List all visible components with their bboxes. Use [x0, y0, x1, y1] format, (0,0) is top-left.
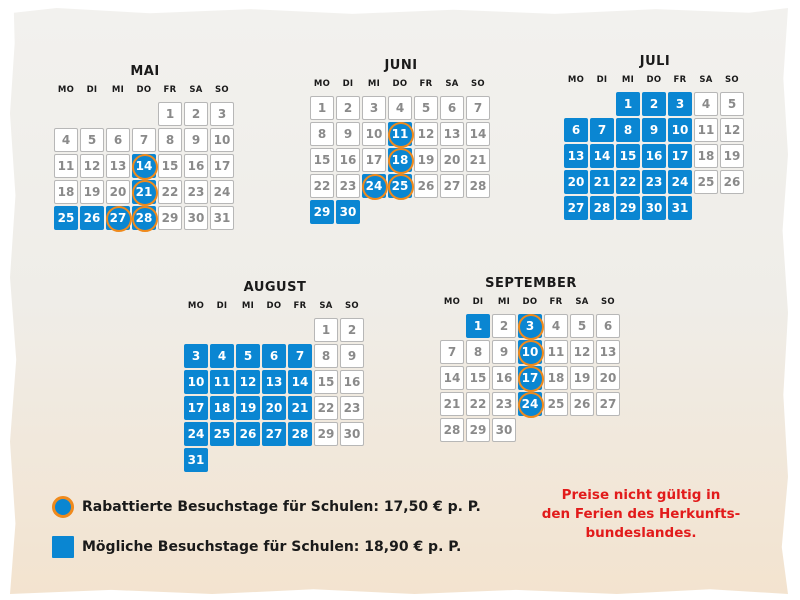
- day-cell: 30: [340, 422, 364, 446]
- day-cell-possible: 21: [288, 396, 312, 420]
- weekday-label: DI: [342, 79, 354, 89]
- day-cell: 20: [440, 148, 464, 172]
- weekday-label: SA: [189, 85, 203, 95]
- day-cell: 18: [54, 180, 78, 204]
- weekday-label: MI: [241, 301, 255, 311]
- day-cell: 29: [466, 418, 490, 442]
- day-cell: 6: [596, 314, 620, 338]
- day-cell-possible: 3: [668, 92, 692, 116]
- day-cell-possible: 25: [54, 206, 78, 230]
- price-note: [516, 486, 766, 543]
- day-cell-possible: 17: [184, 396, 208, 420]
- day-cell-possible: 26: [80, 206, 104, 230]
- weekday-label: DO: [646, 75, 662, 85]
- month-title: JULI: [639, 54, 671, 69]
- day-cell: 1: [158, 102, 182, 126]
- note-line: bundeslandes.: [585, 525, 697, 541]
- day-cell-possible: 27: [564, 196, 588, 220]
- day-cell-discounted: 14: [132, 154, 156, 178]
- day-cell: 22: [466, 392, 490, 416]
- weekday-label: DI: [86, 85, 98, 95]
- day-cell-possible: 6: [564, 118, 588, 142]
- weekday-label: DO: [522, 297, 538, 307]
- day-cell: 5: [720, 92, 744, 116]
- day-cell-possible: 28: [288, 422, 312, 446]
- day-cell-possible: 7: [590, 118, 614, 142]
- day-cell: 18: [694, 144, 718, 168]
- day-cell: 26: [570, 392, 594, 416]
- day-cell: 9: [340, 344, 364, 368]
- weekday-label: SO: [471, 79, 485, 89]
- day-cell: 7: [132, 128, 156, 152]
- day-cell-discounted: 25: [388, 174, 412, 198]
- day-cell-possible: 31: [668, 196, 692, 220]
- day-cell-discounted: 3: [518, 314, 542, 338]
- day-cell: 8: [310, 122, 334, 146]
- day-cell: 17: [210, 154, 234, 178]
- day-cell-discounted: 21: [132, 180, 156, 204]
- day-cell: 21: [466, 148, 490, 172]
- day-cell: 22: [310, 174, 334, 198]
- weekday-label: SA: [575, 297, 589, 307]
- day-cell-discounted: 24: [518, 392, 542, 416]
- day-cell-possible: 11: [210, 370, 234, 394]
- day-cell: 3: [362, 96, 386, 120]
- weekday-label: MO: [187, 301, 205, 311]
- day-cell: 16: [336, 148, 360, 172]
- note-line: Preise nicht gültig in: [561, 487, 721, 503]
- day-cell: 17: [362, 148, 386, 172]
- day-cell-discounted: 18: [388, 148, 412, 172]
- day-cell-possible: 29: [616, 196, 640, 220]
- weekday-label: SA: [699, 75, 713, 85]
- day-cell: 18: [544, 366, 568, 390]
- day-cell-possible: 30: [336, 200, 360, 224]
- day-cell-possible: 7: [288, 344, 312, 368]
- day-cell-discounted: 28: [132, 206, 156, 230]
- weekday-label: DO: [136, 85, 152, 95]
- day-cell: 2: [184, 102, 208, 126]
- day-cell: 20: [106, 180, 130, 204]
- day-cell: 13: [440, 122, 464, 146]
- day-cell: 15: [310, 148, 334, 172]
- day-cell: 15: [314, 370, 338, 394]
- day-cell-possible: 14: [288, 370, 312, 394]
- day-cell: 10: [210, 128, 234, 152]
- month-title: SEPTEMBER: [485, 276, 577, 291]
- day-cell: 4: [54, 128, 78, 152]
- day-cell: 23: [492, 392, 516, 416]
- day-cell-possible: 29: [310, 200, 334, 224]
- day-cell: 29: [314, 422, 338, 446]
- weekday-label: MI: [497, 297, 511, 307]
- weekday-label: MI: [367, 79, 381, 89]
- day-cell-possible: 25: [210, 422, 234, 446]
- day-cell: 28: [440, 418, 464, 442]
- day-cell: 29: [158, 206, 182, 230]
- day-cell: 8: [466, 340, 490, 364]
- day-cell: 2: [336, 96, 360, 120]
- day-cell: 19: [414, 148, 438, 172]
- day-cell: 5: [414, 96, 438, 120]
- day-cell: 19: [80, 180, 104, 204]
- day-cell: 8: [158, 128, 182, 152]
- legend-possible: [52, 536, 461, 558]
- day-cell-possible: 9: [642, 118, 666, 142]
- day-cell-possible: 3: [184, 344, 208, 368]
- day-cell: 21: [440, 392, 464, 416]
- legend-discounted-label: Rabattierte Besuchstage für Schulen: 17,50 € p. P.: [82, 499, 481, 515]
- day-cell-possible: 20: [564, 170, 588, 194]
- day-cell: 23: [340, 396, 364, 420]
- day-cell-possible: 15: [616, 144, 640, 168]
- weekday-label: MO: [443, 297, 461, 307]
- day-cell: 12: [80, 154, 104, 178]
- day-cell: 24: [210, 180, 234, 204]
- day-cell-discounted: 11: [388, 122, 412, 146]
- day-cell: 31: [210, 206, 234, 230]
- day-cell: 6: [440, 96, 464, 120]
- weekday-label: MI: [111, 85, 125, 95]
- weekday-label: MI: [621, 75, 635, 85]
- day-cell: 2: [492, 314, 516, 338]
- day-cell: 27: [596, 392, 620, 416]
- day-cell: 11: [544, 340, 568, 364]
- day-cell-possible: 13: [564, 144, 588, 168]
- weekday-label: FR: [549, 297, 563, 307]
- day-cell-possible: 24: [184, 422, 208, 446]
- day-cell-possible: 19: [236, 396, 260, 420]
- day-cell: 9: [336, 122, 360, 146]
- day-cell-discounted: 24: [362, 174, 386, 198]
- weekday-label: SO: [725, 75, 739, 85]
- day-cell: 1: [314, 318, 338, 342]
- day-cell: 15: [158, 154, 182, 178]
- day-cell: 25: [694, 170, 718, 194]
- day-cell: 26: [720, 170, 744, 194]
- month-title: AUGUST: [243, 280, 307, 295]
- day-cell: 7: [466, 96, 490, 120]
- day-cell: 11: [694, 118, 718, 142]
- day-cell: 30: [184, 206, 208, 230]
- day-cell: 22: [314, 396, 338, 420]
- day-cell-possible: 21: [590, 170, 614, 194]
- month-title: JUNI: [384, 58, 418, 73]
- discount-circle-icon: [52, 496, 74, 518]
- day-cell-possible: 27: [262, 422, 286, 446]
- legend-discounted: [52, 496, 481, 518]
- day-cell: 1: [310, 96, 334, 120]
- day-cell-discounted: 17: [518, 366, 542, 390]
- day-cell: 27: [440, 174, 464, 198]
- day-cell-possible: 26: [236, 422, 260, 446]
- day-cell: 30: [492, 418, 516, 442]
- day-cell: 23: [336, 174, 360, 198]
- weekday-label: SO: [215, 85, 229, 95]
- day-cell-possible: 4: [210, 344, 234, 368]
- day-cell: 25: [544, 392, 568, 416]
- day-cell: 4: [388, 96, 412, 120]
- day-cell: 19: [720, 144, 744, 168]
- weekday-label: SA: [445, 79, 459, 89]
- day-cell-discounted: 27: [106, 206, 130, 230]
- day-cell: 9: [184, 128, 208, 152]
- legend-possible-label: Mögliche Besuchstage für Schulen: 18,90 € p. P.: [82, 539, 462, 555]
- day-cell: 26: [414, 174, 438, 198]
- day-cell: 14: [466, 122, 490, 146]
- day-cell-possible: 17: [668, 144, 692, 168]
- day-cell-possible: 2: [642, 92, 666, 116]
- day-cell-possible: 10: [668, 118, 692, 142]
- day-cell: 7: [440, 340, 464, 364]
- day-cell: 8: [314, 344, 338, 368]
- weekday-label: FR: [673, 75, 687, 85]
- day-cell: 19: [570, 366, 594, 390]
- day-cell-possible: 5: [236, 344, 260, 368]
- day-cell-possible: 12: [236, 370, 260, 394]
- day-cell: 12: [414, 122, 438, 146]
- day-cell-possible: 1: [466, 314, 490, 338]
- day-cell: 10: [362, 122, 386, 146]
- weekday-label: DI: [472, 297, 484, 307]
- day-cell: 6: [106, 128, 130, 152]
- day-cell: 13: [596, 340, 620, 364]
- day-cell-possible: 28: [590, 196, 614, 220]
- blue-square-icon: [52, 536, 74, 558]
- day-cell-possible: 30: [642, 196, 666, 220]
- weekday-label: SO: [601, 297, 615, 307]
- day-cell-possible: 31: [184, 448, 208, 472]
- day-cell: 20: [596, 366, 620, 390]
- weekday-label: FR: [293, 301, 307, 311]
- day-cell-possible: 6: [262, 344, 286, 368]
- day-cell-possible: 13: [262, 370, 286, 394]
- day-cell: 16: [184, 154, 208, 178]
- day-cell: 3: [210, 102, 234, 126]
- month-title: MAI: [130, 64, 160, 79]
- day-cell: 5: [570, 314, 594, 338]
- day-cell-discounted: 10: [518, 340, 542, 364]
- day-cell-possible: 10: [184, 370, 208, 394]
- day-cell-possible: 22: [616, 170, 640, 194]
- weekday-label: MO: [57, 85, 75, 95]
- day-cell: 15: [466, 366, 490, 390]
- weekday-label: MO: [313, 79, 331, 89]
- day-cell: 12: [720, 118, 744, 142]
- day-cell: 16: [492, 366, 516, 390]
- day-cell: 28: [466, 174, 490, 198]
- weekday-label: SO: [345, 301, 359, 311]
- day-cell: 16: [340, 370, 364, 394]
- weekday-label: SA: [319, 301, 333, 311]
- day-cell: 12: [570, 340, 594, 364]
- day-cell-possible: 8: [616, 118, 640, 142]
- note-line: den Ferien des Herkunfts-: [541, 506, 741, 522]
- weekday-label: MO: [567, 75, 585, 85]
- day-cell: 13: [106, 154, 130, 178]
- day-cell-possible: 16: [642, 144, 666, 168]
- weekday-label: DO: [266, 301, 282, 311]
- weekday-label: DI: [596, 75, 608, 85]
- day-cell-possible: 23: [642, 170, 666, 194]
- weekday-label: FR: [419, 79, 433, 89]
- day-cell: 23: [184, 180, 208, 204]
- day-cell: 11: [54, 154, 78, 178]
- day-cell: 2: [340, 318, 364, 342]
- day-cell-possible: 20: [262, 396, 286, 420]
- day-cell: 14: [440, 366, 464, 390]
- day-cell-possible: 24: [668, 170, 692, 194]
- weekday-label: DO: [392, 79, 408, 89]
- day-cell: 4: [544, 314, 568, 338]
- day-cell-possible: 1: [616, 92, 640, 116]
- weekday-label: DI: [216, 301, 228, 311]
- day-cell-possible: 18: [210, 396, 234, 420]
- day-cell: 5: [80, 128, 104, 152]
- day-cell: 22: [158, 180, 182, 204]
- day-cell: 9: [492, 340, 516, 364]
- day-cell: 4: [694, 92, 718, 116]
- day-cell-possible: 14: [590, 144, 614, 168]
- weekday-label: FR: [163, 85, 177, 95]
